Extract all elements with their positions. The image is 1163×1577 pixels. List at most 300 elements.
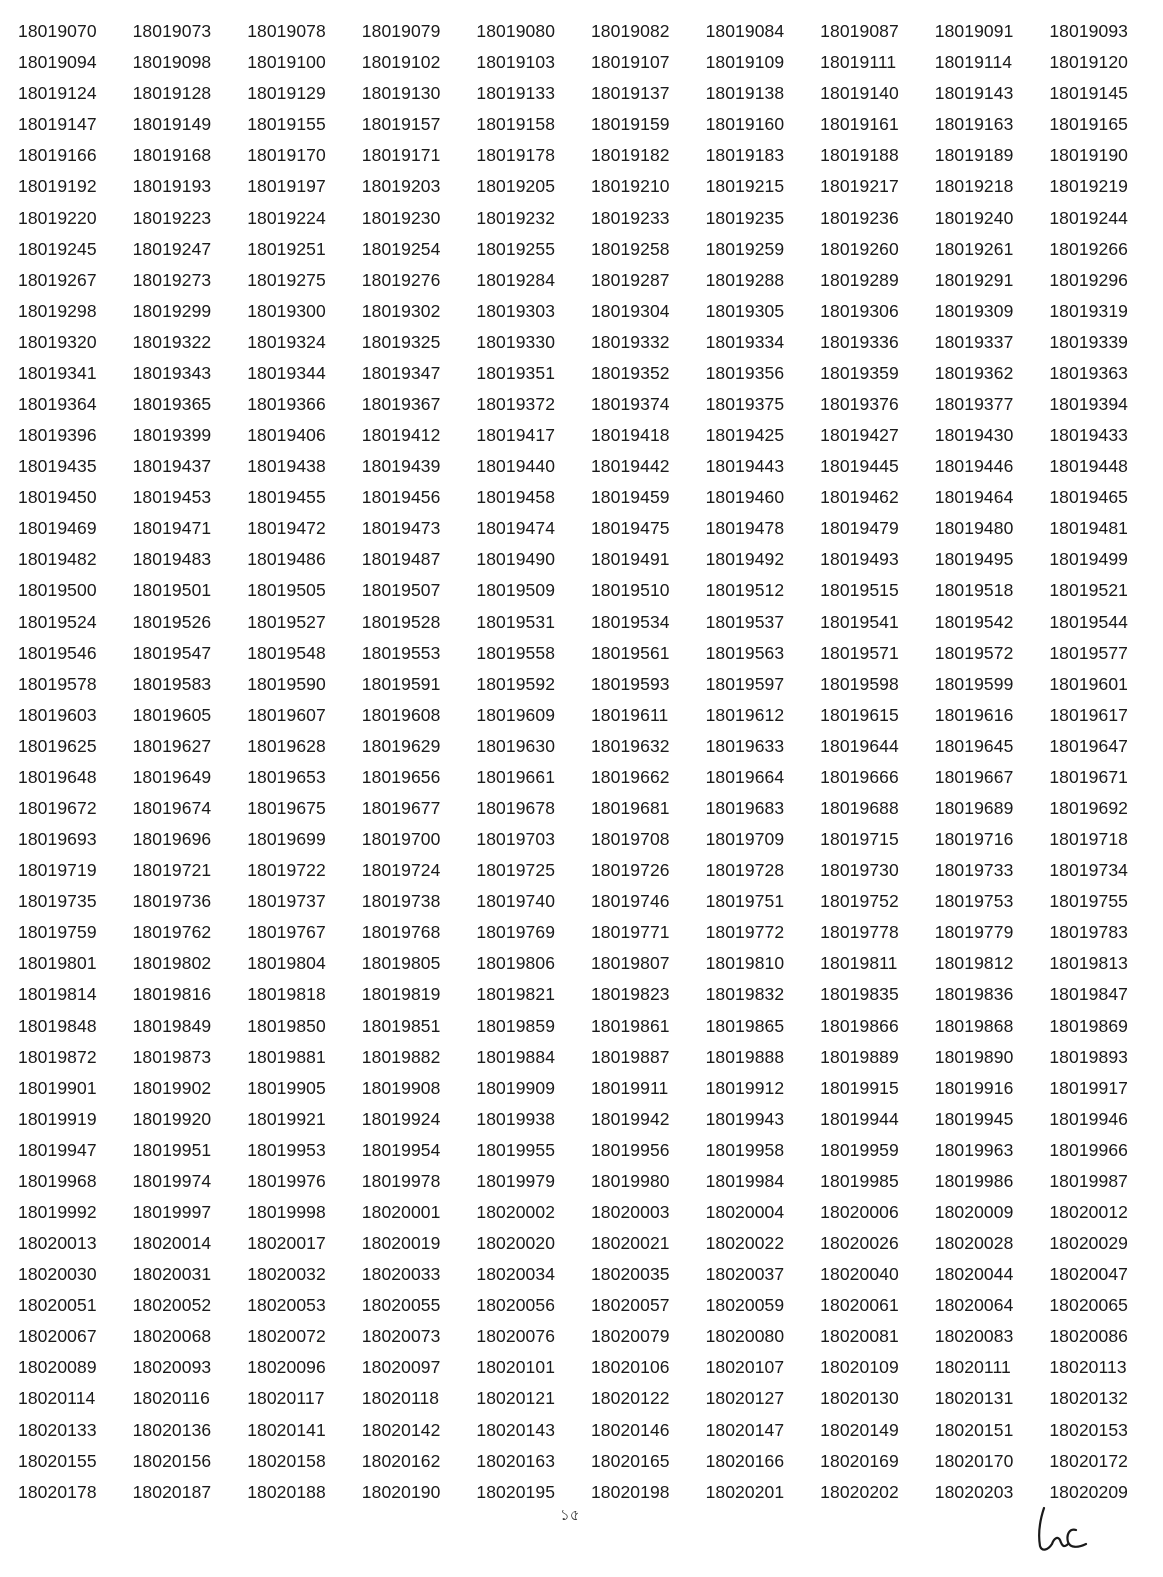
roll-number-cell: 18020055 [361, 1295, 441, 1316]
roll-number-cell: 18019160 [705, 114, 785, 135]
table-row [18, 389, 1148, 420]
roll-number-cell: 18019548 [247, 642, 326, 663]
roll-number-cell: 18019351 [476, 362, 556, 383]
roll-number-cell: 18020081 [820, 1326, 899, 1347]
table-row [18, 824, 1148, 855]
roll-number-cell: 18019716 [934, 829, 1014, 850]
roll-number-cell: 18020116 [132, 1388, 210, 1409]
roll-number-cell: 18020035 [590, 1264, 670, 1285]
roll-number-cell: 18019481 [1049, 518, 1129, 539]
roll-number-cell: 18020032 [247, 1264, 326, 1285]
roll-number-cell: 18019205 [476, 176, 556, 197]
roll-number-cell: 18020101 [476, 1357, 556, 1378]
roll-number-cell: 18019592 [476, 673, 556, 694]
roll-number-cell: 18019578 [18, 673, 97, 694]
roll-number-cell: 18019168 [132, 145, 212, 166]
roll-number-cell: 18019147 [18, 114, 97, 135]
roll-number-cell: 18019905 [247, 1077, 326, 1098]
roll-number-cell: 18020114 [18, 1388, 96, 1409]
roll-number-cell: 18019814 [18, 984, 97, 1005]
roll-number-cell: 18019375 [705, 393, 785, 414]
roll-number-cell: 18019615 [820, 704, 899, 725]
table-row [18, 1415, 1148, 1446]
roll-number-cell: 18019848 [18, 1015, 97, 1036]
roll-number-cell: 18019128 [132, 83, 212, 104]
roll-number-cell: 18019417 [476, 425, 556, 446]
roll-number-cell: 18019259 [705, 238, 785, 259]
roll-number-cell: 18020122 [590, 1388, 670, 1409]
roll-number-cell: 18019334 [705, 331, 785, 352]
roll-number-cell: 18019703 [476, 829, 556, 850]
roll-number-cell: 18019553 [361, 642, 441, 663]
roll-number-cell: 18019233 [590, 207, 670, 228]
roll-number-cell: 18019726 [590, 860, 670, 881]
roll-number-cell: 18019868 [934, 1015, 1014, 1036]
roll-number-cell: 18019157 [361, 114, 441, 135]
roll-number-cell: 18019528 [361, 611, 441, 632]
roll-number-cell: 18020026 [820, 1233, 899, 1254]
roll-number-cell: 18019443 [705, 456, 785, 477]
roll-number-cell: 18020089 [18, 1357, 97, 1378]
roll-number-cell: 18019616 [934, 704, 1014, 725]
roll-number-cell: 18019140 [820, 83, 899, 104]
roll-number-cell: 18019605 [132, 704, 212, 725]
roll-number-cell: 18019100 [247, 52, 326, 73]
roll-number-cell: 18019509 [476, 580, 556, 601]
roll-number-cell: 18019137 [590, 83, 670, 104]
roll-number-cell: 18020052 [132, 1295, 212, 1316]
roll-number-grid [18, 16, 1148, 1508]
roll-number-cell: 18019987 [1049, 1170, 1129, 1191]
roll-number-cell: 18020061 [820, 1295, 899, 1316]
roll-number-cell: 18019890 [934, 1046, 1014, 1067]
roll-number-cell: 18019666 [820, 766, 899, 787]
roll-number-cell: 18019261 [934, 238, 1014, 259]
roll-number-cell: 18019730 [820, 860, 899, 881]
roll-number-cell: 18019456 [361, 487, 441, 508]
roll-number-cell: 18020031 [132, 1264, 212, 1285]
roll-number-cell: 18019804 [247, 953, 326, 974]
roll-number-cell: 18019976 [247, 1170, 326, 1191]
roll-number-cell: 18019396 [18, 425, 97, 446]
roll-number-cell: 18019438 [247, 456, 326, 477]
roll-number-cell: 18019258 [590, 238, 670, 259]
roll-number-cell: 18020163 [476, 1450, 556, 1471]
roll-number-cell: 18019771 [590, 922, 670, 943]
roll-number-cell: 18019938 [476, 1108, 556, 1129]
table-row [18, 1321, 1148, 1352]
roll-number-cell: 18019145 [1049, 83, 1129, 104]
roll-number-cell: 18019901 [18, 1077, 97, 1098]
roll-number-cell: 18019954 [361, 1139, 441, 1160]
roll-number-cell: 18019524 [18, 611, 97, 632]
roll-number-cell: 18019394 [1049, 393, 1129, 414]
roll-number-cell: 18019630 [476, 735, 556, 756]
roll-number-cell: 18019453 [132, 487, 212, 508]
roll-number-cell: 18019835 [820, 984, 899, 1005]
table-row [18, 1228, 1148, 1259]
roll-number-cell: 18020165 [590, 1450, 670, 1471]
roll-number-cell: 18019478 [705, 518, 785, 539]
table-row [18, 1197, 1148, 1228]
roll-number-cell: 18020121 [476, 1388, 556, 1409]
roll-number-cell: 18020080 [705, 1326, 785, 1347]
roll-number-cell: 18020188 [247, 1481, 326, 1502]
roll-number-cell: 18020143 [476, 1419, 556, 1440]
roll-number-cell: 18019347 [361, 362, 441, 383]
roll-number-cell: 18019276 [361, 269, 441, 290]
roll-number-cell: 18019124 [18, 83, 97, 104]
roll-number-cell: 18019601 [1049, 673, 1129, 694]
roll-number-cell: 18019767 [247, 922, 326, 943]
roll-number-cell: 18019708 [590, 829, 670, 850]
roll-number-cell: 18019884 [476, 1046, 556, 1067]
roll-number-cell: 18019823 [590, 984, 670, 1005]
roll-number-cell: 18020072 [247, 1326, 326, 1347]
table-row [18, 1042, 1148, 1073]
roll-number-cell: 18019968 [18, 1170, 97, 1191]
roll-number-cell: 18019365 [132, 393, 212, 414]
roll-number-cell: 18019079 [361, 21, 441, 42]
roll-number-cell: 18019309 [934, 300, 1014, 321]
roll-number-cell: 18020051 [18, 1295, 97, 1316]
roll-number-cell: 18019170 [247, 145, 326, 166]
roll-number-cell: 18019218 [934, 176, 1014, 197]
roll-number-cell: 18019450 [18, 487, 97, 508]
table-row [18, 1135, 1148, 1166]
roll-number-cell: 18019753 [934, 891, 1014, 912]
roll-number-cell: 18019344 [247, 362, 326, 383]
roll-number-cell: 18019103 [476, 52, 556, 73]
roll-number-cell: 18019916 [934, 1077, 1014, 1098]
roll-number-cell: 18020178 [18, 1481, 97, 1502]
roll-number-cell: 18019341 [18, 362, 97, 383]
roll-number-cell: 18019625 [18, 735, 97, 756]
roll-number-cell: 18019656 [361, 766, 441, 787]
roll-number-cell: 18019537 [705, 611, 785, 632]
table-row [18, 1352, 1148, 1383]
roll-number-cell: 18019149 [132, 114, 212, 135]
signature-icon [1030, 1500, 1100, 1560]
roll-number-cell: 18020147 [705, 1419, 785, 1440]
table-row [18, 265, 1148, 296]
roll-number-cell: 18019629 [361, 735, 441, 756]
roll-number-cell: 18019693 [18, 829, 97, 850]
roll-number-cell: 18019943 [705, 1108, 785, 1129]
roll-number-cell: 18019288 [705, 269, 785, 290]
roll-number-cell: 18019735 [18, 891, 97, 912]
roll-number-cell: 18019306 [820, 300, 899, 321]
roll-number-cell: 18019223 [132, 207, 212, 228]
roll-number-cell: 18019427 [820, 425, 899, 446]
roll-number-cell: 18019189 [934, 145, 1014, 166]
roll-number-cell: 18019412 [361, 425, 441, 446]
table-row [18, 327, 1148, 358]
roll-number-cell: 18019738 [361, 891, 441, 912]
roll-number-cell: 18019082 [590, 21, 670, 42]
table-row [18, 917, 1148, 948]
roll-number-cell: 18019479 [820, 518, 899, 539]
roll-number-cell: 18019806 [476, 953, 556, 974]
roll-number-cell: 18019087 [820, 21, 899, 42]
roll-number-cell: 18020131 [934, 1388, 1014, 1409]
roll-number-cell: 18020033 [361, 1264, 441, 1285]
roll-number-cell: 18020028 [934, 1233, 1014, 1254]
roll-number-cell: 18019501 [132, 580, 212, 601]
roll-number-cell: 18019487 [361, 549, 441, 570]
roll-number-cell: 18019114 [934, 52, 1013, 73]
roll-number-cell: 18020187 [132, 1481, 212, 1502]
table-row [18, 513, 1148, 544]
roll-number-cell: 18019107 [590, 52, 670, 73]
roll-number-cell: 18019889 [820, 1046, 899, 1067]
roll-number-cell: 18019919 [18, 1108, 97, 1129]
roll-number-cell: 18019080 [476, 21, 556, 42]
roll-number-cell: 18019367 [361, 393, 441, 414]
roll-number-cell: 18020064 [934, 1295, 1014, 1316]
roll-number-cell: 18019920 [132, 1108, 212, 1129]
roll-number-cell: 18019193 [132, 176, 212, 197]
roll-number-cell: 18019947 [18, 1139, 97, 1160]
roll-number-cell: 18019985 [820, 1170, 899, 1191]
roll-number-cell: 18019491 [590, 549, 670, 570]
roll-number-cell: 18019667 [934, 766, 1014, 787]
roll-number-cell: 18019435 [18, 456, 97, 477]
roll-number-cell: 18019245 [18, 238, 97, 259]
roll-number-cell: 18019217 [820, 176, 899, 197]
roll-number-cell: 18020162 [361, 1450, 441, 1471]
roll-number-cell: 18019483 [132, 549, 212, 570]
roll-number-cell: 18019721 [132, 860, 212, 881]
roll-number-cell: 18019339 [1049, 331, 1129, 352]
roll-number-cell: 18020093 [132, 1357, 212, 1378]
roll-number-cell: 18019561 [590, 642, 670, 663]
roll-number-cell: 18019464 [934, 487, 1014, 508]
roll-number-cell: 18020079 [590, 1326, 670, 1347]
roll-number-cell: 18019534 [590, 611, 670, 632]
roll-number-cell: 18019997 [132, 1202, 212, 1222]
roll-number-cell: 18019480 [934, 518, 1014, 539]
roll-number-cell: 18019296 [1049, 269, 1129, 290]
roll-number-cell: 18019802 [132, 953, 212, 974]
roll-number-cell: 18019689 [934, 797, 1014, 818]
table-row [18, 979, 1148, 1010]
roll-number-cell: 18019869 [1049, 1015, 1129, 1036]
roll-number-cell: 18019603 [18, 704, 97, 725]
roll-number-cell: 18019963 [934, 1139, 1014, 1160]
roll-number-cell: 18020021 [590, 1233, 670, 1254]
roll-number-cell: 18019437 [132, 456, 212, 477]
roll-number-cell: 18019872 [18, 1046, 97, 1067]
roll-number-cell: 18019526 [132, 611, 212, 632]
roll-number-cell: 18019298 [18, 300, 97, 321]
roll-number-cell: 18019718 [1049, 829, 1129, 850]
roll-number-cell: 18020017 [247, 1233, 326, 1254]
roll-number-cell: 18019120 [1049, 52, 1129, 73]
roll-number-cell: 18019752 [820, 891, 899, 912]
roll-number-cell: 18019460 [705, 487, 785, 508]
roll-number-cell: 18019182 [590, 145, 670, 166]
roll-number-cell: 18019832 [705, 984, 785, 1005]
roll-number-cell: 18019352 [590, 362, 670, 383]
roll-number-cell: 18019235 [705, 207, 785, 228]
roll-number-cell: 18019674 [132, 797, 212, 818]
roll-number-cell: 18019439 [361, 456, 441, 477]
roll-number-cell: 18020013 [18, 1233, 97, 1254]
roll-number-cell: 18019161 [820, 114, 899, 135]
roll-number-cell: 18019955 [476, 1139, 556, 1160]
roll-number-cell: 18019958 [705, 1139, 785, 1160]
roll-number-cell: 18019768 [361, 922, 441, 943]
table-row [18, 171, 1148, 202]
roll-number-cell: 18019336 [820, 331, 899, 352]
roll-number-cell: 18019902 [132, 1077, 212, 1098]
roll-number-cell: 18019813 [1049, 953, 1129, 974]
roll-number-cell: 18019677 [361, 797, 441, 818]
roll-number-cell: 18019275 [247, 269, 326, 290]
roll-number-cell: 18019577 [1049, 642, 1129, 663]
roll-number-cell: 18019521 [1049, 580, 1129, 601]
roll-number-cell: 18019374 [590, 393, 670, 414]
roll-number-cell: 18019951 [132, 1139, 212, 1160]
table-row [18, 886, 1148, 917]
roll-number-cell: 18019609 [476, 704, 556, 725]
roll-number-cell: 18019859 [476, 1015, 556, 1036]
roll-number-cell: 18019319 [1049, 300, 1129, 321]
roll-number-cell: 18019762 [132, 922, 212, 943]
roll-number-cell: 18019956 [590, 1139, 670, 1160]
roll-number-cell: 18019998 [247, 1202, 326, 1222]
roll-number-cell: 18019992 [18, 1202, 97, 1222]
roll-number-cell: 18019653 [247, 766, 326, 787]
roll-number-cell: 18019486 [247, 549, 326, 570]
roll-number-cell: 18019649 [132, 766, 212, 787]
roll-number-cell: 18020053 [247, 1295, 326, 1316]
roll-number-cell: 18019607 [247, 704, 326, 725]
roll-number-cell: 18019917 [1049, 1077, 1129, 1098]
roll-number-cell: 18020006 [820, 1202, 899, 1222]
roll-number-cell: 18019304 [590, 300, 670, 321]
roll-number-cell: 18019363 [1049, 362, 1129, 383]
roll-number-cell: 18020009 [934, 1202, 1014, 1222]
roll-number-cell: 18019247 [132, 238, 212, 259]
roll-number-cell: 18019849 [132, 1015, 212, 1036]
roll-number-cell: 18020029 [1049, 1233, 1129, 1254]
roll-number-cell: 18020086 [1049, 1326, 1129, 1347]
roll-number-cell: 18019376 [820, 393, 899, 414]
roll-number-cell: 18019377 [934, 393, 1014, 414]
roll-number-cell: 18019215 [705, 176, 785, 197]
roll-number-cell: 18020037 [705, 1264, 785, 1285]
roll-number-cell: 18020136 [132, 1419, 212, 1440]
roll-number-cell: 18019462 [820, 487, 899, 508]
roll-number-cell: 18019836 [934, 984, 1014, 1005]
roll-number-cell: 18020096 [247, 1357, 326, 1378]
roll-number-cell: 18019737 [247, 891, 326, 912]
table-row [18, 78, 1148, 109]
roll-number-cell: 18020172 [1049, 1450, 1129, 1471]
roll-number-cell: 18019851 [361, 1015, 441, 1036]
roll-number-cell: 18019475 [590, 518, 670, 539]
roll-number-cell: 18019163 [934, 114, 1014, 135]
roll-number-cell: 18019544 [1049, 611, 1129, 632]
roll-number-cell: 18019805 [361, 953, 441, 974]
roll-number-cell: 18019442 [590, 456, 670, 477]
roll-number-cell: 18019359 [820, 362, 899, 383]
roll-number-cell: 18019590 [247, 673, 326, 694]
roll-number-cell: 18019541 [820, 611, 899, 632]
roll-number-cell: 18019220 [18, 207, 97, 228]
table-row [18, 1259, 1148, 1290]
roll-number-cell: 18019364 [18, 393, 97, 414]
roll-number-cell: 18019647 [1049, 735, 1129, 756]
roll-number-cell: 18019299 [132, 300, 212, 321]
roll-number-cell: 18019911 [590, 1077, 669, 1098]
roll-number-cell: 18019098 [132, 52, 212, 73]
roll-number-cell: 18019499 [1049, 549, 1129, 570]
roll-number-cell: 18019980 [590, 1170, 670, 1191]
roll-number-cell: 18019251 [247, 238, 326, 259]
table-row [18, 1383, 1148, 1414]
roll-number-cell: 18020056 [476, 1295, 556, 1316]
roll-number-cell: 18019159 [590, 114, 670, 135]
roll-number-cell: 18019510 [590, 580, 670, 601]
roll-number-cell: 18019458 [476, 487, 556, 508]
roll-number-cell: 18019866 [820, 1015, 899, 1036]
roll-number-cell: 18019266 [1049, 238, 1129, 259]
roll-number-cell: 18019887 [590, 1046, 670, 1067]
roll-number-cell: 18019755 [1049, 891, 1129, 912]
roll-number-cell: 18019469 [18, 518, 97, 539]
roll-number-cell: 18019406 [247, 425, 326, 446]
page-number: ১৫ [560, 1507, 580, 1524]
roll-number-cell: 18019455 [247, 487, 326, 508]
roll-number-cell: 18019924 [361, 1108, 441, 1129]
roll-number-cell: 18019230 [361, 207, 441, 228]
roll-number-cell: 18019255 [476, 238, 556, 259]
roll-number-cell: 18019978 [361, 1170, 441, 1191]
roll-number-cell: 18019645 [934, 735, 1014, 756]
roll-number-cell: 18020155 [18, 1450, 97, 1471]
roll-number-cell: 18019254 [361, 238, 441, 259]
roll-number-cell: 18019155 [247, 114, 326, 135]
roll-number-cell: 18019366 [247, 393, 326, 414]
roll-number-cell: 18020001 [361, 1202, 441, 1222]
roll-number-cell: 18019812 [934, 953, 1014, 974]
roll-number-cell: 18019865 [705, 1015, 785, 1036]
table-row [18, 109, 1148, 140]
roll-number-cell: 18019719 [18, 860, 97, 881]
roll-number-cell: 18019801 [18, 953, 97, 974]
roll-number-cell: 18020047 [1049, 1264, 1129, 1285]
roll-number-cell: 18019418 [590, 425, 670, 446]
roll-number-cell: 18019109 [705, 52, 785, 73]
table-row [18, 1290, 1148, 1321]
roll-number-cell: 18020003 [590, 1202, 670, 1222]
roll-number-cell: 18019399 [132, 425, 212, 446]
roll-number-cell: 18019305 [705, 300, 785, 321]
table-row [18, 296, 1148, 327]
table-row [18, 762, 1148, 793]
roll-number-cell: 18020209 [1049, 1481, 1129, 1502]
roll-number-cell: 18019130 [361, 83, 441, 104]
table-row [18, 16, 1148, 47]
roll-number-cell: 18019696 [132, 829, 212, 850]
roll-number-cell: 18019816 [132, 984, 212, 1005]
roll-number-cell: 18019599 [934, 673, 1014, 694]
roll-number-cell: 18019740 [476, 891, 556, 912]
roll-number-cell: 18019942 [590, 1108, 670, 1129]
